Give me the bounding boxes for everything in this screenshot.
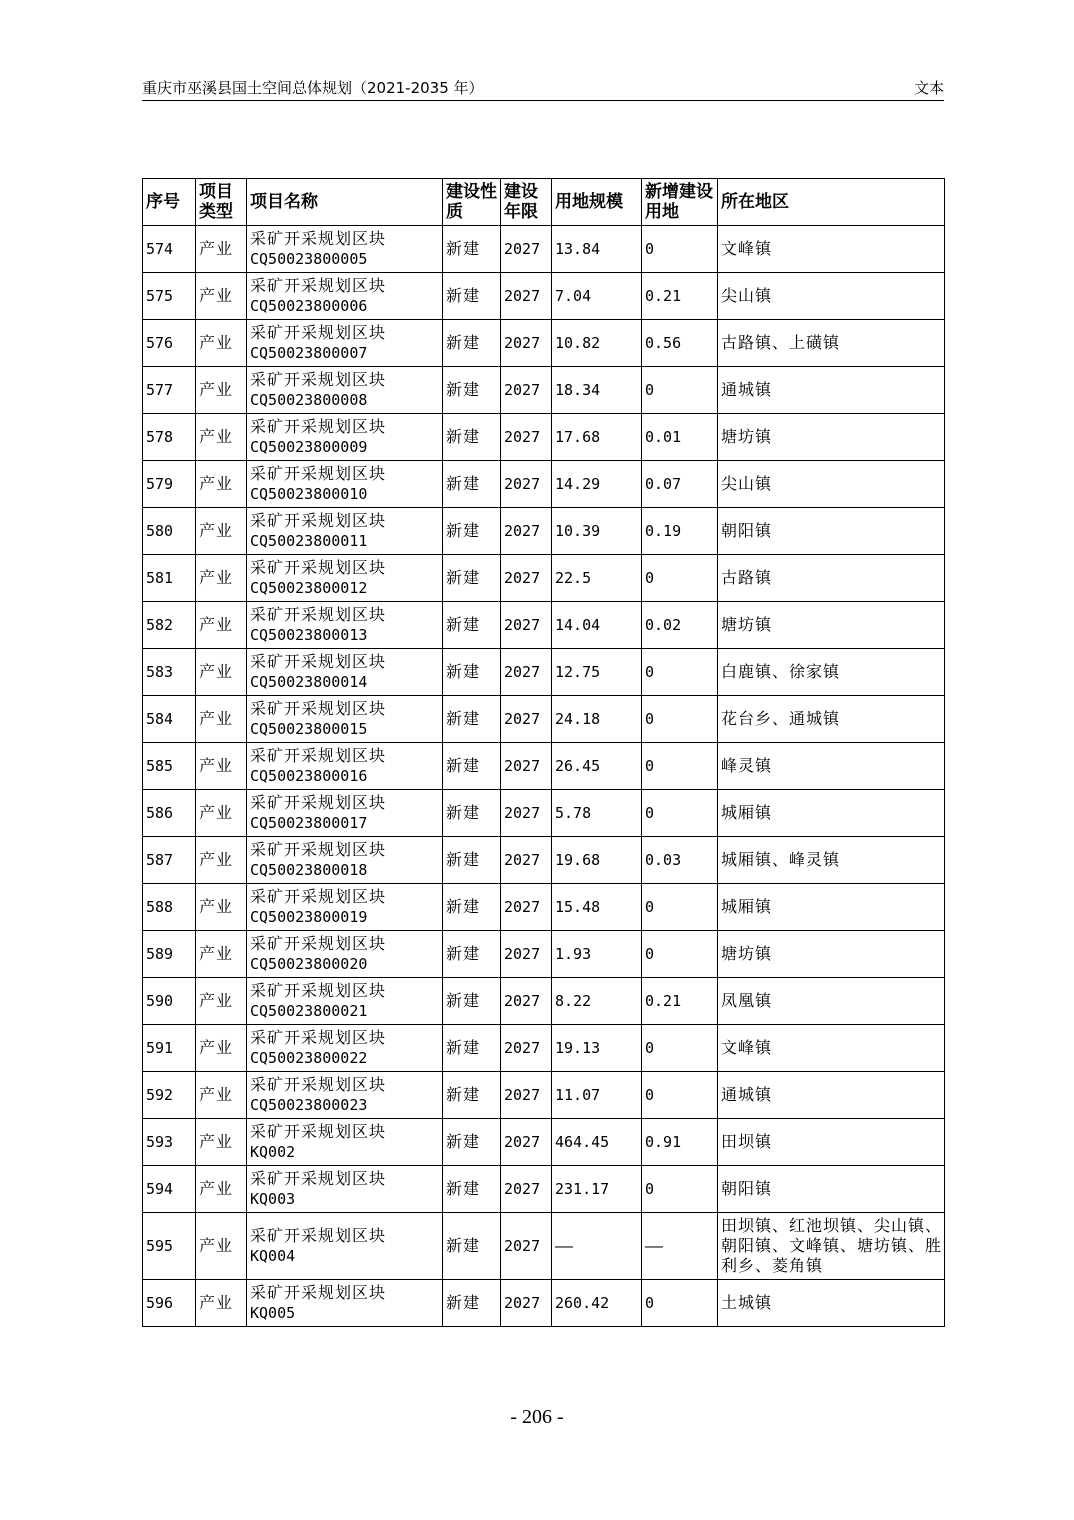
project-name-line: 采矿开采规划区块: [250, 370, 387, 389]
cell-new-land: 0.07: [642, 461, 718, 508]
cell-type: 产业: [196, 1213, 247, 1280]
table-row: [143, 696, 945, 743]
cell-nature: 新建: [443, 978, 501, 1025]
table-header-row: [143, 179, 945, 226]
project-name-line: 采矿开采规划区块: [250, 1283, 387, 1302]
cell-scale: 231.17: [552, 1166, 642, 1213]
cell-area: 文峰镇: [718, 1025, 945, 1072]
project-code: CQ50023800016: [250, 767, 368, 785]
cell-new-land: 0.03: [642, 837, 718, 884]
project-code: CQ50023800015: [250, 720, 368, 738]
cell-area: 朝阳镇: [718, 1166, 945, 1213]
cell-no: 584: [143, 696, 196, 743]
cell-type: 产业: [196, 508, 247, 555]
cell-new-land: 0: [642, 931, 718, 978]
cell-year: 2027: [501, 743, 552, 790]
cell-nature: 新建: [443, 743, 501, 790]
cell-nature: 新建: [443, 320, 501, 367]
table-row: [143, 649, 945, 696]
table-row: [143, 884, 945, 931]
project-code: KQ005: [250, 1304, 296, 1322]
project-code: CQ50023800012: [250, 579, 368, 597]
cell-area: 古路镇: [718, 555, 945, 602]
table-row: [143, 1213, 945, 1280]
table-row: [143, 978, 945, 1025]
table-row: [143, 508, 945, 555]
project-code: CQ50023800023: [250, 1096, 368, 1114]
table-row: [143, 931, 945, 978]
cell-no: 582: [143, 602, 196, 649]
cell-scale: 24.18: [552, 696, 642, 743]
project-name-line: 采矿开采规划区块: [250, 1169, 387, 1188]
cell-no: 580: [143, 508, 196, 555]
project-name-line: 采矿开采规划区块: [250, 276, 387, 295]
cell-nature: 新建: [443, 1072, 501, 1119]
cell-year: 2027: [501, 884, 552, 931]
cell-new-land: 0.21: [642, 978, 718, 1025]
cell-new-land: 0: [642, 1280, 718, 1327]
project-code: CQ50023800006: [250, 297, 368, 315]
cell-no: 595: [143, 1213, 196, 1280]
cell-no: 593: [143, 1119, 196, 1166]
cell-nature: 新建: [443, 1280, 501, 1327]
cell-no: 575: [143, 273, 196, 320]
cell-nature: 新建: [443, 1025, 501, 1072]
cell-nature: 新建: [443, 226, 501, 273]
cell-name: [247, 508, 443, 555]
project-name-line: 采矿开采规划区块: [250, 323, 387, 342]
table-row: [143, 743, 945, 790]
cell-name: [247, 1119, 443, 1166]
col-header-scale: 用地规模: [552, 179, 642, 226]
cell-nature: 新建: [443, 1213, 501, 1280]
cell-type: 产业: [196, 320, 247, 367]
cell-year: 2027: [501, 696, 552, 743]
cell-scale: 5.78: [552, 790, 642, 837]
cell-type: 产业: [196, 273, 247, 320]
cell-name: [247, 1166, 443, 1213]
cell-scale: 18.34: [552, 367, 642, 414]
table-row: [143, 414, 945, 461]
cell-year: 2027: [501, 602, 552, 649]
project-code: CQ50023800017: [250, 814, 368, 832]
cell-name: [247, 461, 443, 508]
cell-no: 589: [143, 931, 196, 978]
cell-year: 2027: [501, 1072, 552, 1119]
cell-type: 产业: [196, 649, 247, 696]
cell-name: [247, 226, 443, 273]
cell-new-land: 0: [642, 367, 718, 414]
cell-name: [247, 273, 443, 320]
cell-scale: 7.04: [552, 273, 642, 320]
cell-name: [247, 1072, 443, 1119]
cell-no: 588: [143, 884, 196, 931]
project-name-line: 采矿开采规划区块: [250, 558, 387, 577]
cell-name: [247, 602, 443, 649]
cell-new-land: 0.02: [642, 602, 718, 649]
cell-nature: 新建: [443, 696, 501, 743]
cell-no: 592: [143, 1072, 196, 1119]
table-row: [143, 1166, 945, 1213]
cell-no: 591: [143, 1025, 196, 1072]
project-code: CQ50023800005: [250, 250, 368, 268]
cell-year: 2027: [501, 1119, 552, 1166]
cell-area: 尖山镇: [718, 461, 945, 508]
page-header: [142, 74, 944, 101]
project-name-line: 采矿开采规划区块: [250, 746, 387, 765]
table-row: [143, 1119, 945, 1166]
cell-area: 塘坊镇: [718, 602, 945, 649]
cell-no: 590: [143, 978, 196, 1025]
cell-year: 2027: [501, 320, 552, 367]
col-header-year: 建设年限: [501, 179, 552, 226]
cell-name: [247, 414, 443, 461]
cell-nature: 新建: [443, 884, 501, 931]
table-row: [143, 602, 945, 649]
project-table: [142, 178, 945, 1327]
cell-area: 花台乡、通城镇: [718, 696, 945, 743]
col-header-type: 项目类型: [196, 179, 247, 226]
cell-scale: 26.45: [552, 743, 642, 790]
project-code: CQ50023800019: [250, 908, 368, 926]
project-code: CQ50023800010: [250, 485, 368, 503]
project-code: KQ004: [250, 1247, 296, 1265]
cell-year: 2027: [501, 1213, 552, 1280]
cell-name: [247, 931, 443, 978]
project-name-line: 采矿开采规划区块: [250, 981, 387, 1000]
cell-area: 通城镇: [718, 367, 945, 414]
cell-no: 579: [143, 461, 196, 508]
cell-nature: 新建: [443, 555, 501, 602]
project-name-line: 采矿开采规划区块: [250, 1075, 387, 1094]
cell-nature: 新建: [443, 1166, 501, 1213]
cell-type: 产业: [196, 1025, 247, 1072]
cell-type: 产业: [196, 978, 247, 1025]
table-row: [143, 320, 945, 367]
cell-year: 2027: [501, 1166, 552, 1213]
cell-area: 峰灵镇: [718, 743, 945, 790]
cell-area: 朝阳镇: [718, 508, 945, 555]
project-code: KQ002: [250, 1143, 296, 1161]
cell-new-land: 0.91: [642, 1119, 718, 1166]
cell-name: [247, 555, 443, 602]
cell-scale: 1.93: [552, 931, 642, 978]
cell-type: 产业: [196, 461, 247, 508]
project-code: CQ50023800018: [250, 861, 368, 879]
cell-new-land: ——: [642, 1213, 718, 1280]
cell-no: 578: [143, 414, 196, 461]
cell-area: 城厢镇: [718, 790, 945, 837]
cell-scale: 464.45: [552, 1119, 642, 1166]
table-row: [143, 461, 945, 508]
cell-type: 产业: [196, 1072, 247, 1119]
project-name-line: 采矿开采规划区块: [250, 464, 387, 483]
cell-scale: 11.07: [552, 1072, 642, 1119]
cell-new-land: 0.19: [642, 508, 718, 555]
cell-area: 塘坊镇: [718, 931, 945, 978]
project-name-line: 采矿开采规划区块: [250, 840, 387, 859]
col-header-nature: 建设性质: [443, 179, 501, 226]
cell-nature: 新建: [443, 790, 501, 837]
cell-area: 土城镇: [718, 1280, 945, 1327]
cell-name: [247, 790, 443, 837]
cell-year: 2027: [501, 461, 552, 508]
cell-area: 白鹿镇、徐家镇: [718, 649, 945, 696]
cell-year: 2027: [501, 508, 552, 555]
cell-scale: 22.5: [552, 555, 642, 602]
cell-scale: 14.04: [552, 602, 642, 649]
cell-new-land: 0.01: [642, 414, 718, 461]
cell-new-land: 0.21: [642, 273, 718, 320]
section-label: 文本: [913, 79, 944, 97]
cell-name: [247, 837, 443, 884]
document-title: 重庆市巫溪县国土空间总体规划（2021-2035 年）: [142, 79, 484, 97]
project-name-line: 采矿开采规划区块: [250, 887, 387, 906]
project-code: CQ50023800022: [250, 1049, 368, 1067]
project-name-line: 采矿开采规划区块: [250, 1028, 387, 1047]
cell-type: 产业: [196, 602, 247, 649]
col-header-new-land: 新增建设用地: [642, 179, 718, 226]
cell-scale: 260.42: [552, 1280, 642, 1327]
cell-area: 凤凰镇: [718, 978, 945, 1025]
cell-new-land: 0: [642, 555, 718, 602]
cell-name: [247, 884, 443, 931]
project-code: CQ50023800011: [250, 532, 368, 550]
cell-nature: 新建: [443, 273, 501, 320]
cell-no: 576: [143, 320, 196, 367]
project-code: CQ50023800020: [250, 955, 368, 973]
cell-type: 产业: [196, 743, 247, 790]
cell-new-land: 0: [642, 226, 718, 273]
cell-year: 2027: [501, 367, 552, 414]
table-row: [143, 273, 945, 320]
project-code: CQ50023800014: [250, 673, 368, 691]
cell-year: 2027: [501, 790, 552, 837]
cell-nature: 新建: [443, 649, 501, 696]
table-row: [143, 837, 945, 884]
project-name-line: 采矿开采规划区块: [250, 1226, 387, 1245]
project-name-line: 采矿开采规划区块: [250, 511, 387, 530]
cell-area: 田坝镇: [718, 1119, 945, 1166]
cell-scale: 19.13: [552, 1025, 642, 1072]
cell-scale: 8.22: [552, 978, 642, 1025]
cell-year: 2027: [501, 931, 552, 978]
cell-no: 577: [143, 367, 196, 414]
cell-year: 2027: [501, 649, 552, 696]
cell-scale: ——: [552, 1213, 642, 1280]
page-number: - 206 -: [510, 1406, 564, 1428]
cell-year: 2027: [501, 226, 552, 273]
cell-new-land: 0: [642, 1025, 718, 1072]
cell-scale: 13.84: [552, 226, 642, 273]
cell-scale: 14.29: [552, 461, 642, 508]
cell-type: 产业: [196, 1280, 247, 1327]
cell-area: 文峰镇: [718, 226, 945, 273]
cell-year: 2027: [501, 555, 552, 602]
project-code: CQ50023800013: [250, 626, 368, 644]
cell-scale: 10.39: [552, 508, 642, 555]
cell-no: 594: [143, 1166, 196, 1213]
cell-type: 产业: [196, 414, 247, 461]
table-row: [143, 1280, 945, 1327]
project-code: CQ50023800007: [250, 344, 368, 362]
cell-new-land: 0.56: [642, 320, 718, 367]
project-name-line: 采矿开采规划区块: [250, 1122, 387, 1141]
table-row: [143, 1072, 945, 1119]
project-name-line: 采矿开采规划区块: [250, 793, 387, 812]
cell-area: 通城镇: [718, 1072, 945, 1119]
cell-type: 产业: [196, 931, 247, 978]
project-code: KQ003: [250, 1190, 296, 1208]
cell-type: 产业: [196, 1119, 247, 1166]
cell-name: [247, 1280, 443, 1327]
cell-name: [247, 649, 443, 696]
cell-area: 城厢镇: [718, 884, 945, 931]
cell-nature: 新建: [443, 931, 501, 978]
cell-no: 587: [143, 837, 196, 884]
project-name-line: 采矿开采规划区块: [250, 934, 387, 953]
table-row: [143, 790, 945, 837]
table-row: [143, 555, 945, 602]
table-row: [143, 226, 945, 273]
col-header-name: 项目名称: [247, 179, 443, 226]
cell-scale: 10.82: [552, 320, 642, 367]
cell-nature: 新建: [443, 1119, 501, 1166]
cell-nature: 新建: [443, 367, 501, 414]
cell-name: [247, 1213, 443, 1280]
cell-new-land: 0: [642, 696, 718, 743]
cell-new-land: 0: [642, 1072, 718, 1119]
cell-scale: 17.68: [552, 414, 642, 461]
cell-area: 田坝镇、红池坝镇、尖山镇、朝阳镇、文峰镇、塘坊镇、胜利乡、菱角镇: [718, 1213, 945, 1280]
col-header-area: 所在地区: [718, 179, 945, 226]
cell-year: 2027: [501, 414, 552, 461]
cell-type: 产业: [196, 1166, 247, 1213]
project-name-line: 采矿开采规划区块: [250, 417, 387, 436]
cell-year: 2027: [501, 837, 552, 884]
project-code: CQ50023800008: [250, 391, 368, 409]
project-name-line: 采矿开采规划区块: [250, 699, 387, 718]
cell-area: 塘坊镇: [718, 414, 945, 461]
cell-type: 产业: [196, 837, 247, 884]
project-name-line: 采矿开采规划区块: [250, 229, 387, 248]
cell-type: 产业: [196, 555, 247, 602]
cell-area: 尖山镇: [718, 273, 945, 320]
cell-scale: 19.68: [552, 837, 642, 884]
project-code: CQ50023800009: [250, 438, 368, 456]
cell-new-land: 0: [642, 1166, 718, 1213]
cell-no: 596: [143, 1280, 196, 1327]
cell-no: 585: [143, 743, 196, 790]
cell-new-land: 0: [642, 649, 718, 696]
cell-type: 产业: [196, 367, 247, 414]
table-row: [143, 367, 945, 414]
cell-new-land: 0: [642, 884, 718, 931]
project-code: CQ50023800021: [250, 1002, 368, 1020]
cell-area: 古路镇、上磺镇: [718, 320, 945, 367]
cell-name: [247, 367, 443, 414]
cell-nature: 新建: [443, 837, 501, 884]
cell-name: [247, 978, 443, 1025]
cell-nature: 新建: [443, 414, 501, 461]
col-header-no: 序号: [143, 179, 196, 226]
cell-nature: 新建: [443, 461, 501, 508]
cell-nature: 新建: [443, 508, 501, 555]
cell-no: 586: [143, 790, 196, 837]
cell-name: [247, 696, 443, 743]
cell-name: [247, 743, 443, 790]
cell-scale: 12.75: [552, 649, 642, 696]
project-name-line: 采矿开采规划区块: [250, 605, 387, 624]
cell-scale: 15.48: [552, 884, 642, 931]
cell-type: 产业: [196, 790, 247, 837]
cell-year: 2027: [501, 1025, 552, 1072]
cell-type: 产业: [196, 884, 247, 931]
cell-year: 2027: [501, 978, 552, 1025]
cell-no: 583: [143, 649, 196, 696]
table-row: [143, 1025, 945, 1072]
project-name-line: 采矿开采规划区块: [250, 652, 387, 671]
cell-new-land: 0: [642, 790, 718, 837]
cell-name: [247, 320, 443, 367]
cell-type: 产业: [196, 696, 247, 743]
cell-no: 581: [143, 555, 196, 602]
cell-no: 574: [143, 226, 196, 273]
cell-year: 2027: [501, 273, 552, 320]
cell-year: 2027: [501, 1280, 552, 1327]
cell-new-land: 0: [642, 743, 718, 790]
cell-name: [247, 1025, 443, 1072]
cell-nature: 新建: [443, 602, 501, 649]
cell-type: 产业: [196, 226, 247, 273]
cell-area: 城厢镇、峰灵镇: [718, 837, 945, 884]
